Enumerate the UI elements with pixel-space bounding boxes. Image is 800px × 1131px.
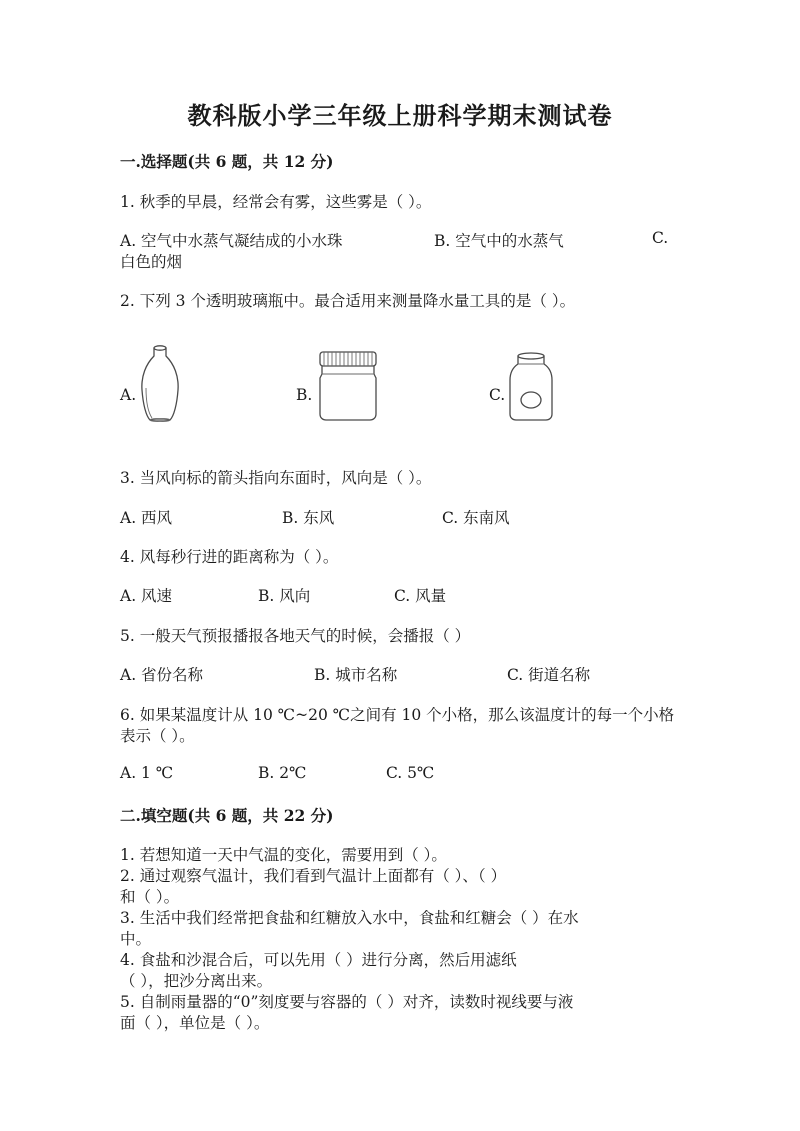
question-5-option-b: B. 城市名称 xyxy=(314,666,398,684)
fill-line: 1. 若想知道一天中气温的变化，需要用到（ ）。 xyxy=(120,846,447,864)
section-heading-choice: 一.选择题(共 6 题，共 12 分) xyxy=(120,152,334,171)
question-3-option-c: C. 东南风 xyxy=(442,509,510,527)
question-3-option-a: A. 西风 xyxy=(120,509,173,527)
question-4-option-b: B. 风向 xyxy=(258,587,311,605)
fill-line: 3. 生活中我们经常把食盐和红糖放入水中，食盐和红糖会（ ）在水 xyxy=(120,909,579,927)
question-2-option-a-label: A. xyxy=(120,386,137,404)
question-1-stem: 1. 秋季的早晨，经常会有雾，这些雾是（ ）。 xyxy=(120,193,432,211)
question-1-option-c: C. xyxy=(652,229,669,247)
page-title: 教科版小学三年级上册科学期末测试卷 xyxy=(187,101,613,130)
question-6-option-b: B. 2℃ xyxy=(258,764,307,782)
question-1-option-c-text: 白色的烟 xyxy=(120,253,183,271)
question-4-option-a: A. 风速 xyxy=(120,587,173,605)
fill-line: （ ），把沙分离出来。 xyxy=(120,972,273,990)
fill-line: 2. 通过观察气温计，我们看到气温计上面都有（ ）、（ ） xyxy=(120,867,507,885)
question-5-option-c: C. 街道名称 xyxy=(507,666,591,684)
fill-line: 面（ ），单位是（ ）。 xyxy=(120,1014,270,1032)
question-6-option-c: C. 5℃ xyxy=(386,764,435,782)
section-heading-fill-in: 二.填空题(共 6 题，共 22 分) xyxy=(120,806,334,825)
fill-line: 中。 xyxy=(120,930,152,948)
question-3-option-b: B. 东风 xyxy=(282,509,335,527)
question-2-option-c-label: C. xyxy=(489,386,506,404)
question-6-option-a: A. 1 ℃ xyxy=(120,764,174,782)
narrow-neck-jar-icon xyxy=(506,350,556,422)
question-6-stem-line2: 表示（ ）。 xyxy=(120,727,195,745)
vase-bottle-icon xyxy=(136,342,186,424)
question-2-stem: 2. 下列 3 个透明玻璃瓶中。最合适用来测量降水量工具的是（ ）。 xyxy=(120,292,576,310)
question-4-option-c: C. 风量 xyxy=(394,587,447,605)
question-5-stem: 5. 一般天气预报播报各地天气的时候，会播报（ ） xyxy=(120,627,471,645)
wide-jar-icon xyxy=(314,348,382,422)
fill-line: 和（ ）。 xyxy=(120,888,180,906)
question-2-option-b-label: B. xyxy=(296,386,313,404)
question-6-stem-line1: 6. 如果某温度计从 10 ℃~20 ℃之间有 10 个小格，那么该温度计的每一个小格 xyxy=(120,706,675,724)
question-1-option-b: B. 空气中的水蒸气 xyxy=(434,232,564,250)
fill-line: 4. 食盐和沙混合后，可以先用（ ）进行分离，然后用滤纸 xyxy=(120,951,517,969)
question-3-stem: 3. 当风向标的箭头指向东面时，风向是（ ）。 xyxy=(120,469,432,487)
question-4-stem: 4. 风每秒行进的距离称为（ ）。 xyxy=(120,548,339,566)
fill-line: 5. 自制雨量器的“0”刻度要与容器的（ ）对齐，读数时视线要与液 xyxy=(120,993,574,1011)
question-5-option-a: A. 省份名称 xyxy=(120,666,204,684)
question-1-option-a: A. 空气中水蒸气凝结成的小水珠 xyxy=(120,232,343,250)
